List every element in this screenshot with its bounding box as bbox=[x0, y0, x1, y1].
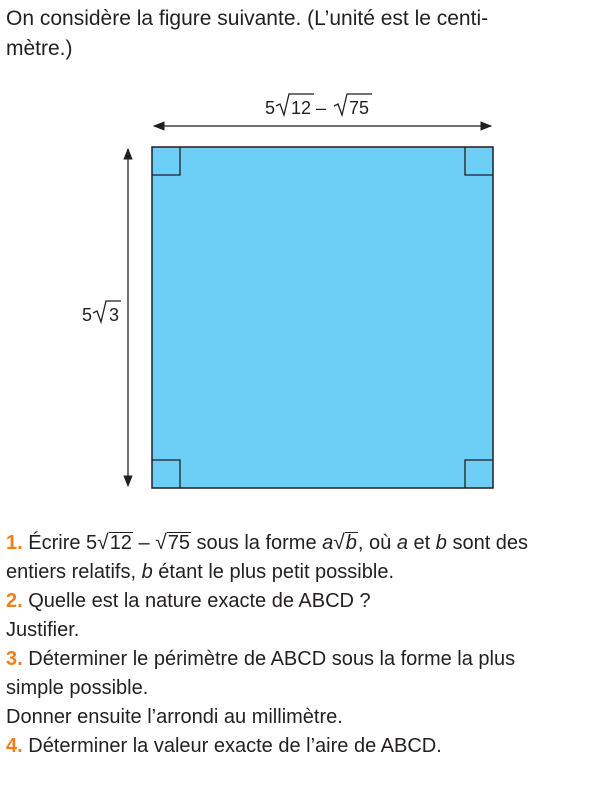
question-3-number: 3. bbox=[6, 648, 23, 670]
width-label-operator: – bbox=[311, 98, 332, 118]
width-label-radicand-1: 12 bbox=[291, 98, 312, 118]
question-1-radicand-1: 12 bbox=[109, 532, 132, 554]
var-b-3: b bbox=[141, 561, 153, 583]
question-4-number: 4. bbox=[6, 735, 23, 757]
height-label-radicand: 3 bbox=[109, 305, 120, 325]
question-1-line-2 bbox=[6, 558, 596, 587]
intro-line-1: On considère la figure suivante. (L’unité est le centi- bbox=[6, 7, 489, 30]
question-1-text-b: sous la forme bbox=[190, 532, 323, 554]
question-4-text: Déterminer la valeur exacte de l’aire de ABCD. bbox=[22, 735, 442, 757]
question-1-line-2-a: entiers relatifs, bbox=[6, 561, 142, 583]
question-1-text: Écrire 5 bbox=[22, 532, 98, 554]
square-abcd bbox=[152, 147, 493, 488]
var-b-2: b bbox=[435, 532, 447, 554]
question-4 bbox=[6, 732, 596, 761]
question-1-line-2-b: étant le plus petit possible. bbox=[152, 561, 394, 583]
question-2-text: Quelle est la nature exacte de ABCD ? bbox=[22, 590, 371, 612]
question-list bbox=[6, 528, 596, 761]
question-3-line-2: simple possible. bbox=[6, 677, 149, 699]
question-3-text: Déterminer le périmètre de ABCD sous la forme la plus bbox=[22, 648, 516, 670]
height-label-coef: 5 bbox=[82, 305, 93, 325]
question-2-number: 2. bbox=[6, 590, 23, 612]
question-1-text-d: et bbox=[407, 532, 436, 554]
width-label bbox=[265, 94, 372, 118]
width-label-coef: 5 bbox=[265, 98, 276, 118]
question-1: 1. Écrire 5√12 – √75 sous la forme a√b, où a et b sont des bbox=[6, 531, 529, 554]
var-a-2: a bbox=[396, 532, 408, 554]
var-b-radicand: b bbox=[345, 532, 357, 554]
question-1-operator: – bbox=[132, 532, 156, 554]
height-label bbox=[82, 301, 121, 325]
var-a: a bbox=[322, 532, 334, 554]
question-1-text-c: , où bbox=[357, 532, 397, 554]
question-1-number: 1. bbox=[6, 532, 23, 554]
question-3 bbox=[6, 645, 596, 674]
question-3-line-3: Donner ensuite l’arrondi au millimètre. bbox=[6, 706, 343, 728]
question-2 bbox=[6, 587, 596, 616]
question-1-text-e: sont des bbox=[446, 532, 529, 554]
question-2-line-2: Justifier. bbox=[6, 619, 80, 641]
intro-line-2: mètre.) bbox=[6, 37, 73, 60]
question-1-radicand-2: 75 bbox=[167, 532, 190, 554]
width-label-radicand-2: 75 bbox=[349, 98, 370, 118]
